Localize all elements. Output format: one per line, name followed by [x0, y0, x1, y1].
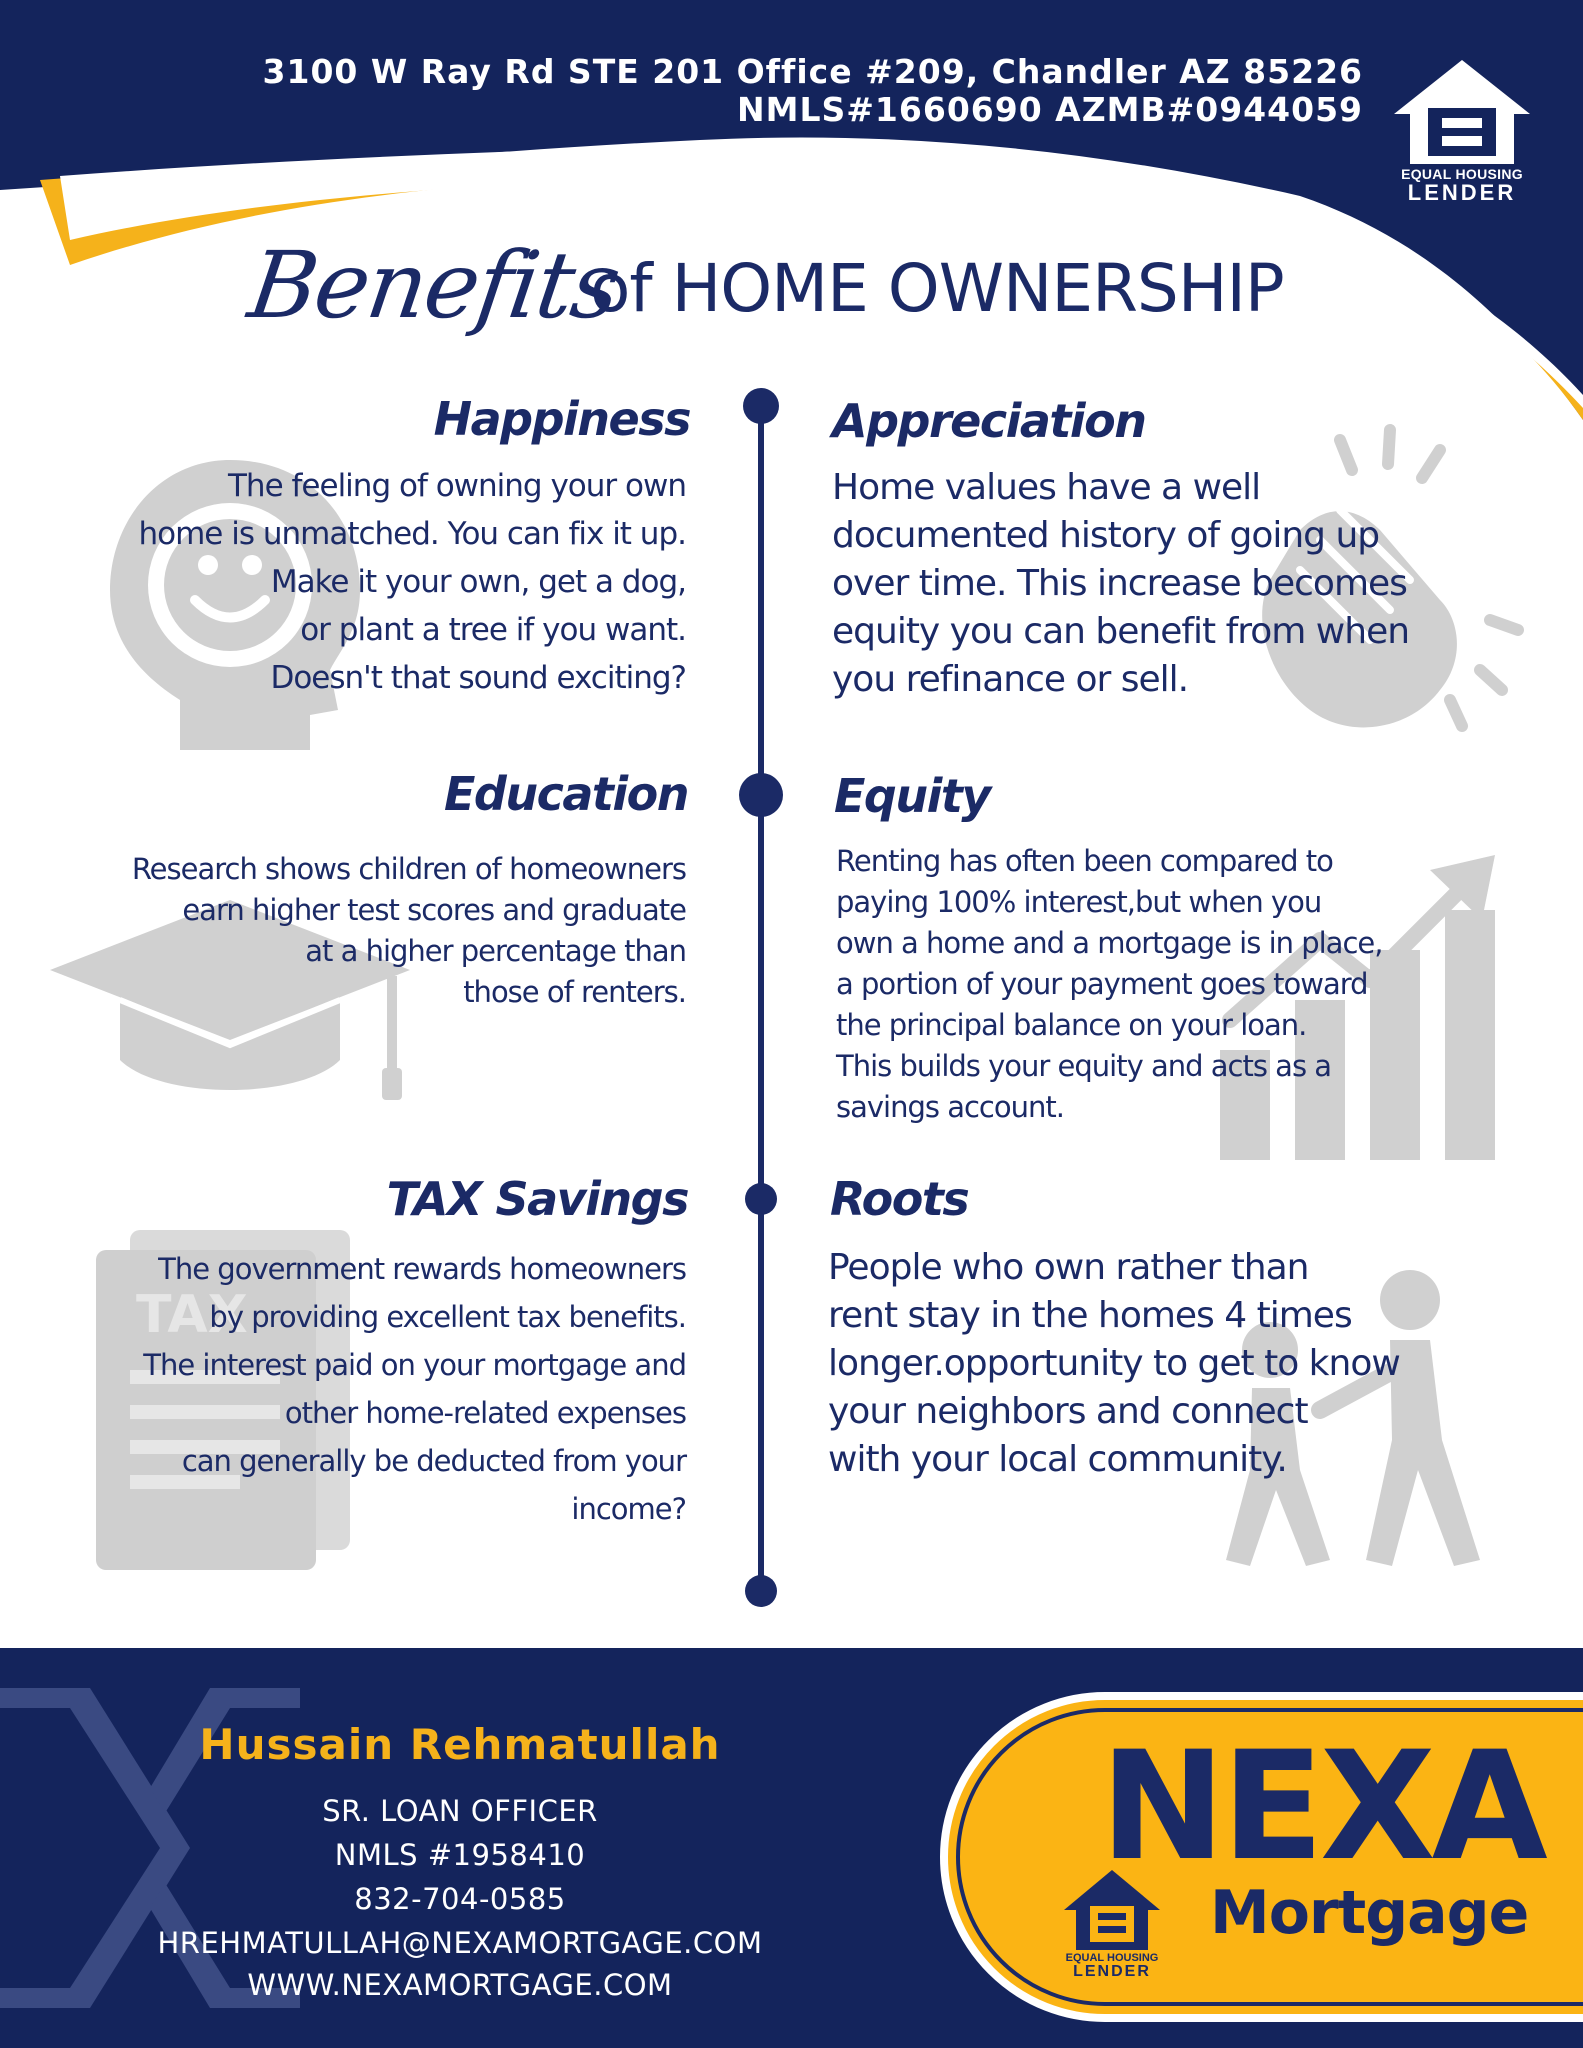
timeline-dot	[745, 1575, 777, 1607]
text-line: Doesn't that sound exciting?	[270, 660, 686, 696]
text-line: over time. This increase becomes	[832, 563, 1407, 604]
house-icon	[1388, 56, 1536, 168]
title-main-text: of HOME OWNERSHIP	[590, 250, 1284, 327]
appreciation-text	[832, 464, 1409, 704]
roots-text	[828, 1244, 1400, 1484]
appreciation-heading: Appreciation	[832, 394, 1146, 448]
text-line: the principal balance on your loan.	[836, 1008, 1307, 1042]
nexa-mortgage-logo-card	[940, 1692, 1583, 2022]
text-line: can generally be deducted from your	[181, 1444, 686, 1478]
equal-housing-lender-logo	[1388, 56, 1536, 206]
brand-name: NEXA	[1100, 1720, 1544, 1894]
text-line: own a home and a mortgage is in place,	[836, 926, 1383, 960]
tax-icon-label: TAX	[136, 1285, 248, 1345]
equity-text	[836, 841, 1382, 1128]
tax-savings-heading: TAX Savings	[386, 1172, 688, 1226]
text-line: you refinance or sell.	[832, 659, 1189, 700]
license-numbers: NMLS#1660690 AZMB#0944059	[737, 90, 1363, 129]
happiness-heading: Happiness	[433, 392, 690, 446]
equity-heading: Equity	[834, 769, 990, 823]
page-title	[242, 232, 1330, 352]
office-address: 3100 W Ray Rd STE 201 Office #209, Chandler AZ 85226	[262, 52, 1363, 91]
email-link[interactable]: HREHMATULLAH@NEXAMORTGAGE.COM	[157, 1926, 763, 1960]
equal-housing-lender-logo-footer	[1060, 1866, 1164, 1986]
text-line: your neighbors and connect	[828, 1391, 1308, 1432]
ehl-line2: LENDER	[1407, 180, 1517, 205]
brand-subname: Mortgage	[1210, 1878, 1529, 1948]
loan-officer-title: SR. LOAN OFFICER	[322, 1794, 598, 1828]
text-line: or plant a tree if you want.	[300, 612, 686, 648]
text-line: a portion of your payment goes toward	[836, 967, 1368, 1001]
footer	[0, 1648, 1583, 2048]
title-script-word: Benefits	[242, 232, 625, 339]
ehl-footer-line2: LENDER	[1073, 1963, 1151, 1980]
text-line: earn higher test scores and graduate	[182, 893, 686, 927]
timeline-dot	[739, 773, 783, 817]
text-line: at a higher percentage than	[305, 934, 686, 968]
education-text	[132, 849, 686, 1013]
text-line: income?	[571, 1492, 686, 1526]
text-line: home is unmatched. You can fix it up.	[138, 516, 686, 552]
text-line: The feeling of owning your own	[228, 468, 686, 504]
loan-officer-nmls: NMLS #1958410	[334, 1838, 586, 1872]
text-line: Renting has often been compared to	[836, 844, 1333, 878]
text-line: Research shows children of homeowners	[131, 852, 686, 886]
education-heading: Education	[443, 767, 688, 821]
ehl-footer-line1: EQUAL HOUSING	[1065, 1952, 1159, 1964]
text-line: equity you can benefit from when	[832, 611, 1410, 652]
text-line: The interest paid on your mortgage and	[143, 1348, 686, 1382]
text-line: with your local community.	[828, 1439, 1287, 1480]
text-line: paying 100% interest,but when you	[836, 885, 1322, 919]
text-line: Make it your own, get a dog,	[270, 564, 686, 600]
text-line: documented history of going up	[832, 515, 1380, 556]
text-line: This builds your equity and acts as a	[836, 1049, 1332, 1083]
text-line: People who own rather than	[828, 1247, 1309, 1288]
tax-savings-text	[143, 1245, 686, 1533]
ehl-line1: EQUAL HOUSING	[1401, 166, 1523, 182]
loan-officer-name: Hussain Rehmatullah	[199, 1720, 721, 1769]
website-link[interactable]: WWW.NEXAMORTGAGE.COM	[247, 1968, 673, 2002]
text-line: other home-related expenses	[284, 1396, 686, 1430]
text-line: by providing excellent tax benefits.	[209, 1300, 686, 1334]
text-line: The government rewards homeowners	[158, 1252, 686, 1286]
text-line: Home values have a well	[832, 467, 1261, 508]
text-line: savings account.	[836, 1090, 1064, 1124]
text-line: longer.opportunity to get to know	[828, 1343, 1400, 1384]
text-line: rent stay in the homes 4 times	[828, 1295, 1352, 1336]
phone-number[interactable]: 832-704-0585	[354, 1882, 566, 1916]
house-icon	[1060, 1866, 1164, 1952]
roots-heading: Roots	[830, 1172, 969, 1226]
timeline-dot	[745, 1183, 777, 1215]
happiness-text	[138, 462, 686, 702]
text-line: those of renters.	[463, 975, 686, 1009]
